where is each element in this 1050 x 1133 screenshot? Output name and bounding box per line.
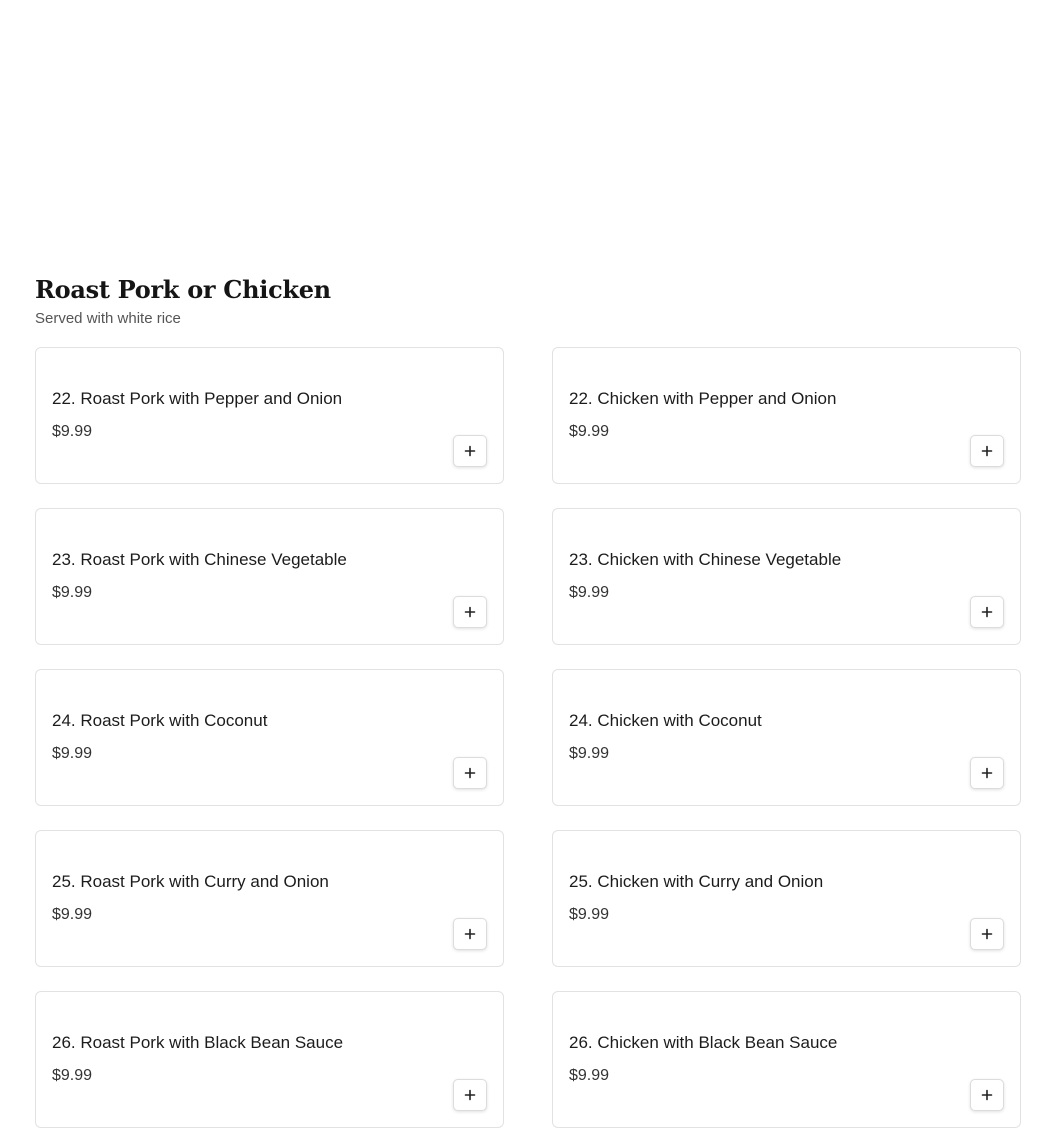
menu-item-name: 22. Chicken with Pepper and Onion (569, 389, 837, 408)
add-item-button[interactable] (970, 435, 1004, 467)
menu-item-name: 25. Roast Pork with Curry and Onion (52, 872, 329, 891)
menu-item-price: $9.99 (52, 584, 93, 601)
plus-icon (981, 606, 993, 618)
menu-item-card[interactable] (35, 991, 504, 1128)
plus-icon (981, 1089, 993, 1101)
plus-icon (464, 606, 476, 618)
menu-item-name: 23. Roast Pork with Chinese Vegetable (52, 550, 347, 569)
menu-item-card[interactable] (35, 669, 504, 806)
menu-section (0, 272, 1050, 1128)
menu-item-card[interactable] (35, 508, 504, 645)
plus-icon (464, 445, 476, 457)
menu-item-price: $9.99 (52, 1067, 93, 1084)
menu-item-price: $9.99 (52, 423, 93, 440)
menu-item-price: $9.99 (569, 745, 610, 762)
menu-item-name: 24. Roast Pork with Coconut (52, 711, 268, 730)
plus-icon (464, 767, 476, 779)
plus-icon (464, 1089, 476, 1101)
plus-icon (981, 767, 993, 779)
menu-items-grid (35, 347, 1021, 1128)
menu-item-card[interactable] (552, 830, 1021, 967)
add-item-button[interactable] (453, 757, 487, 789)
plus-icon (981, 445, 993, 457)
menu-item-price: $9.99 (569, 584, 610, 601)
menu-item-card[interactable] (552, 508, 1021, 645)
menu-item-card[interactable] (552, 991, 1021, 1128)
plus-icon (981, 928, 993, 940)
add-item-button[interactable] (453, 1079, 487, 1111)
section-subtitle: Served with white rice (35, 310, 181, 327)
menu-item-name: 23. Chicken with Chinese Vegetable (569, 550, 842, 569)
section-title: Roast Pork or Chicken (35, 275, 331, 304)
menu-item-name: 26. Roast Pork with Black Bean Sauce (52, 1033, 344, 1052)
menu-item-card[interactable] (552, 347, 1021, 484)
top-blank-area (0, 0, 1050, 272)
menu-item-name: 26. Chicken with Black Bean Sauce (569, 1033, 838, 1052)
menu-item-price: $9.99 (569, 423, 610, 440)
menu-item-price: $9.99 (569, 1067, 610, 1084)
menu-item-card[interactable] (552, 669, 1021, 806)
add-item-button[interactable] (453, 918, 487, 950)
add-item-button[interactable] (453, 435, 487, 467)
add-item-button[interactable] (453, 596, 487, 628)
menu-item-card[interactable] (35, 347, 504, 484)
add-item-button[interactable] (970, 1079, 1004, 1111)
menu-item-name: 22. Roast Pork with Pepper and Onion (52, 389, 343, 408)
menu-item-card[interactable] (35, 830, 504, 967)
menu-item-price: $9.99 (52, 906, 93, 923)
menu-item-name: 25. Chicken with Curry and Onion (569, 872, 824, 891)
add-item-button[interactable] (970, 596, 1004, 628)
menu-item-price: $9.99 (569, 906, 610, 923)
menu-item-price: $9.99 (52, 745, 93, 762)
add-item-button[interactable] (970, 918, 1004, 950)
plus-icon (464, 928, 476, 940)
menu-item-name: 24. Chicken with Coconut (569, 711, 762, 730)
add-item-button[interactable] (970, 757, 1004, 789)
